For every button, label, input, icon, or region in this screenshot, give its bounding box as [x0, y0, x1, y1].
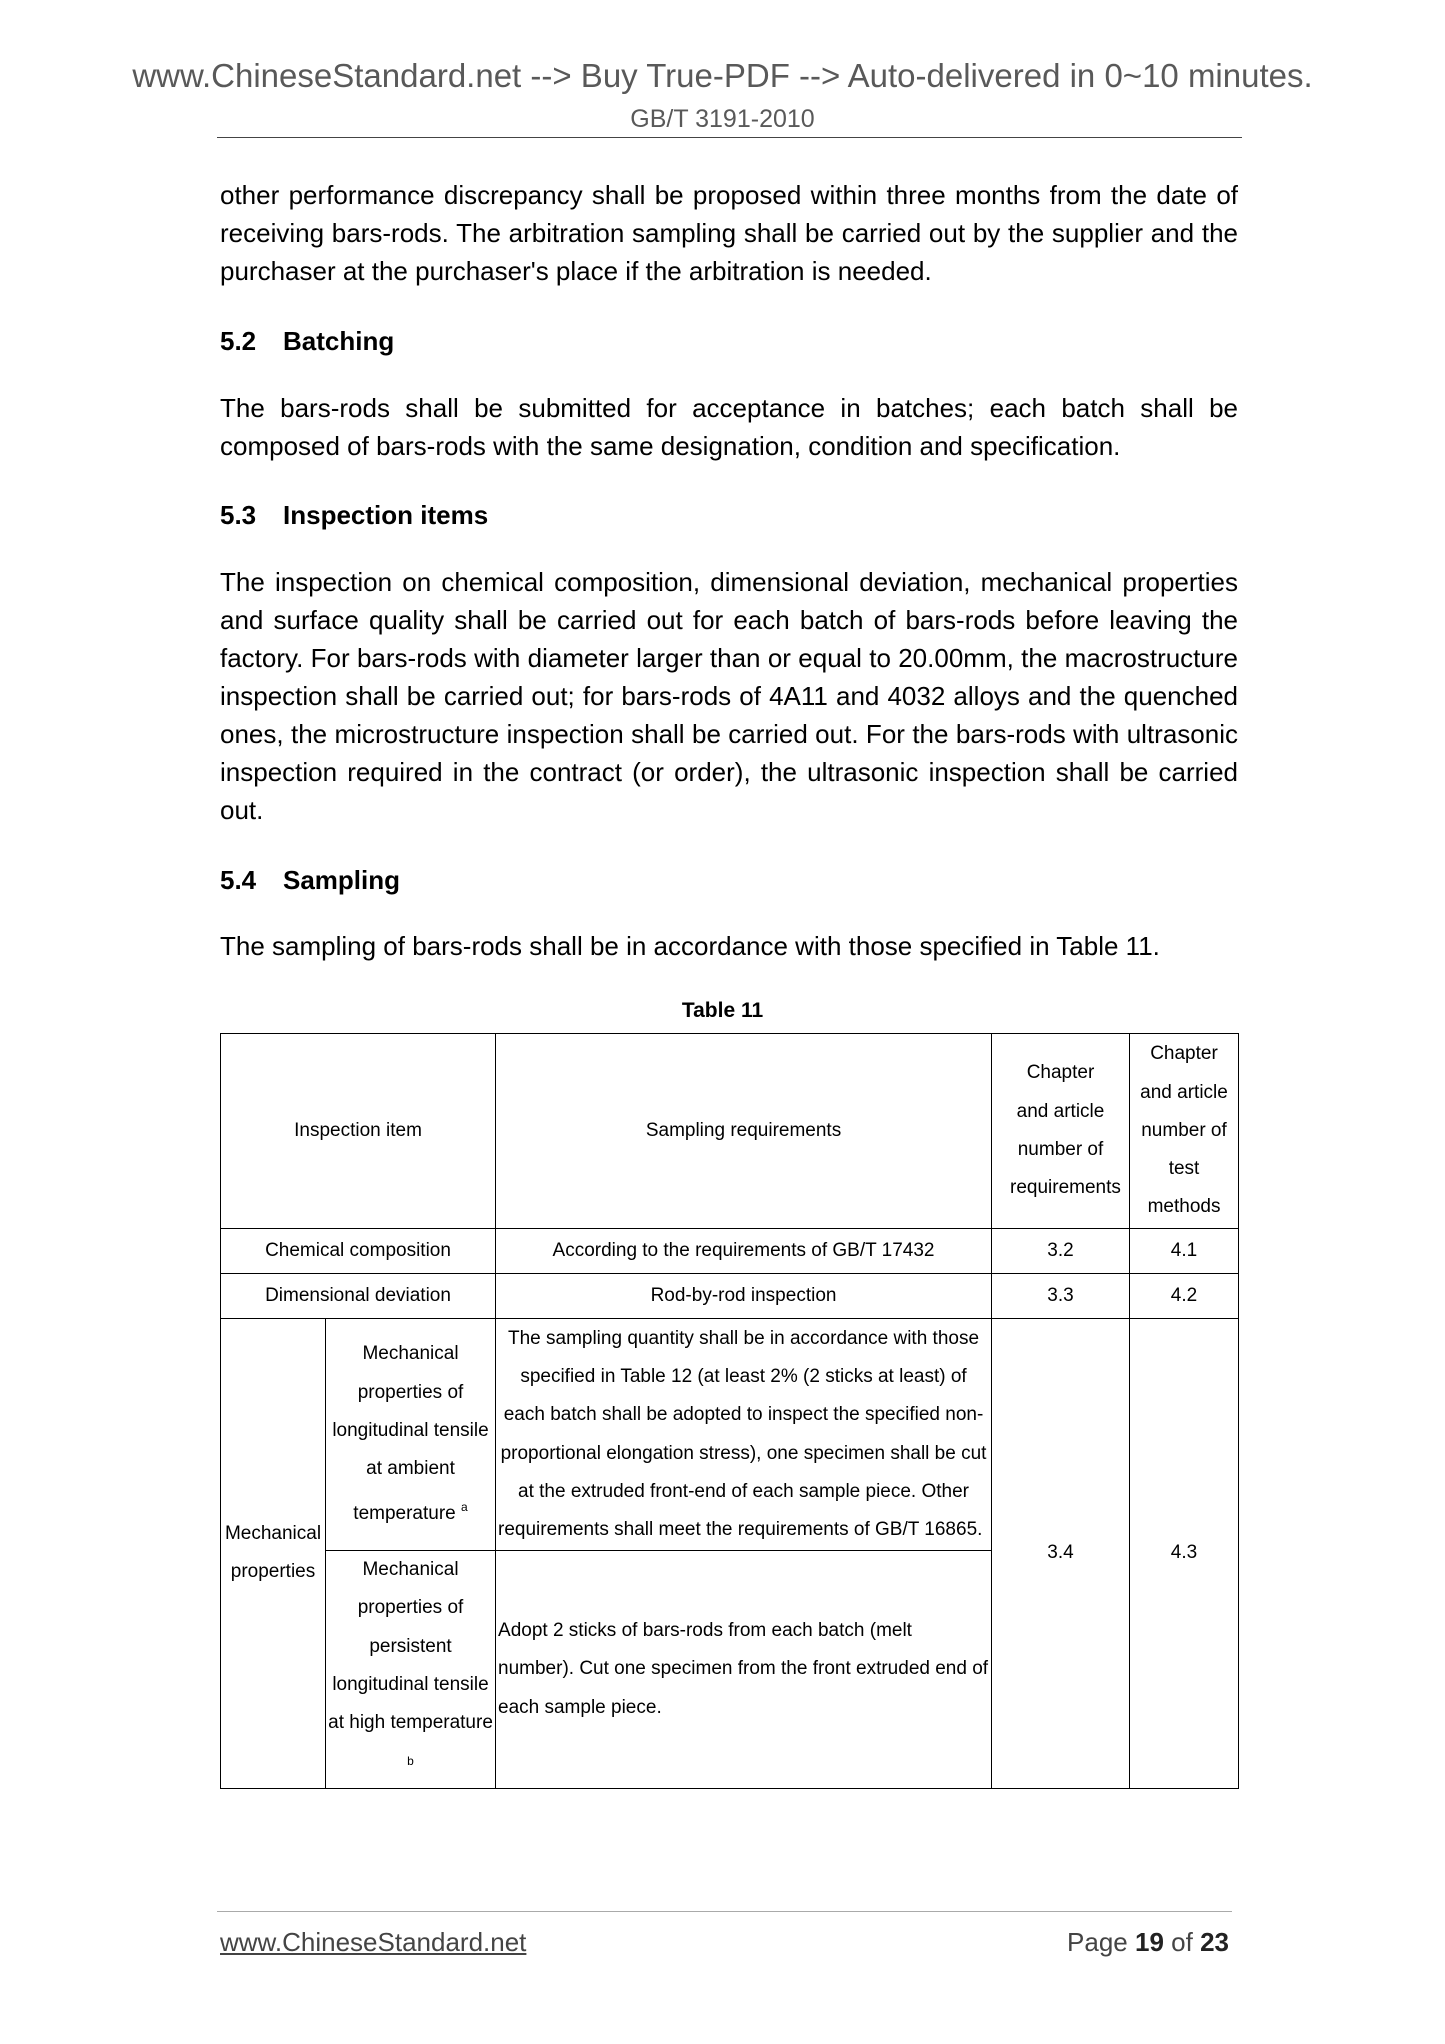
footer-rule — [217, 1911, 1232, 1912]
section-title: Inspection items — [283, 500, 489, 530]
footnote-mark-b: b — [407, 1754, 414, 1769]
table-header-row — [221, 1034, 1239, 1229]
footnote-mark-a: a — [461, 1500, 468, 1515]
row-req: 3.2 — [992, 1229, 1130, 1274]
section-number: 5.2 — [220, 326, 257, 356]
section-title: Batching — [283, 326, 395, 356]
header-chapter-requirements: Chapter and article number of requirements — [992, 1034, 1130, 1229]
row-sampling: According to the requirements of GB/T 17432 — [496, 1229, 992, 1274]
row-item: Dimensional deviation — [221, 1274, 496, 1319]
page-word: Page — [1067, 1927, 1128, 1957]
header-inspection-item: Inspection item — [221, 1034, 496, 1229]
mechanical-ambient-sampling: The sampling quantity shall be in accordance with those specified in Table 12 (at least 2% (2 sticks at least) of each batch shall be adopted to inspect the specified non-proportional elongation stress), one specimen shall be cut at the extruded front-end of each sample piece. Other requirements shall meet the requirements of GB/T 16865. — [496, 1319, 992, 1551]
row-method: 4.2 — [1130, 1274, 1239, 1319]
section-heading-5-4 — [220, 861, 400, 899]
page-indicator — [1067, 1925, 1229, 1959]
section-text-5-2: The bars-rods shall be submitted for acceptance in batches; each batch shall be composed of bars-rods with the same designation, condition and specification. — [220, 393, 1238, 461]
section-title: Sampling — [283, 865, 401, 895]
mechanical-high-temp-text: Mechanical properties of persistent longitudinal tensile at high temperature — [328, 1559, 493, 1734]
page-current: 19 — [1135, 1927, 1164, 1957]
row-method: 4.1 — [1130, 1229, 1239, 1274]
table-row-mechanical-ambient — [221, 1319, 1239, 1551]
standard-number: GB/T 3191-2010 — [630, 105, 815, 133]
row-item: Chemical composition — [221, 1229, 496, 1274]
mechanical-group-label: Mechanical properties — [221, 1319, 326, 1789]
section-number: 5.3 — [220, 500, 257, 530]
table-row — [221, 1229, 1239, 1274]
mechanical-high-temp-sampling: Adopt 2 sticks of bars-rods from each batch (melt number). Cut one specimen from the front extruded end of each sample piece. — [496, 1551, 992, 1789]
section-heading-5-3 — [220, 496, 488, 534]
table-row — [221, 1274, 1239, 1319]
table-11 — [220, 1033, 1239, 1789]
row-sampling: Rod-by-rod inspection — [496, 1274, 992, 1319]
header-rule — [217, 137, 1242, 138]
section-number: 5.4 — [220, 865, 257, 895]
mechanical-method: 4.3 — [1130, 1319, 1239, 1789]
row-req: 3.3 — [992, 1274, 1130, 1319]
header-banner: www.ChineseStandard.net --> Buy True-PDF --> Auto-delivered in 0~10 minutes. — [132, 57, 1313, 94]
footer-site-link[interactable]: www.ChineseStandard.net — [220, 1927, 527, 1957]
mechanical-high-temp-label — [326, 1551, 496, 1789]
section-text-5-3: The inspection on chemical composition, dimensional deviation, mechanical properties and surface quality shall be carried out for each batch of bars-rods before leaving the factory. For bars-rods with diameter larger than or equal to 20.00mm, the macrostructure inspection shall be carried out; for bars-rods of 4A11 and 4032 alloys and the quenched ones, the microstructure inspection shall be carried out. For the bars-rods with ultrasonic inspection required in the contract (or order), the ultrasonic inspection shall be carried out. — [220, 567, 1238, 825]
mechanical-ambient-text: Mechanical properties of longitudinal tensile at ambient temperature — [332, 1343, 489, 1525]
section-heading-5-2 — [220, 322, 394, 360]
intro-paragraph: other performance discrepancy shall be proposed within three months from the date of receiving bars-rods. The arbitration sampling shall be carried out by the supplier and the purchaser at the purchaser's place if the arbitration is needed. — [220, 180, 1238, 286]
mechanical-ambient-label — [326, 1319, 496, 1551]
mechanical-req: 3.4 — [992, 1319, 1130, 1789]
table-caption: Table 11 — [681, 999, 764, 1022]
page-of: of — [1171, 1927, 1193, 1957]
page-total: 23 — [1200, 1927, 1229, 1957]
header-sampling-requirements: Sampling requirements — [496, 1034, 992, 1229]
section-text-5-4: The sampling of bars-rods shall be in accordance with those specified in Table 11. — [220, 931, 1160, 961]
header-chapter-test-methods: Chapter and article number of test methods — [1130, 1034, 1239, 1229]
